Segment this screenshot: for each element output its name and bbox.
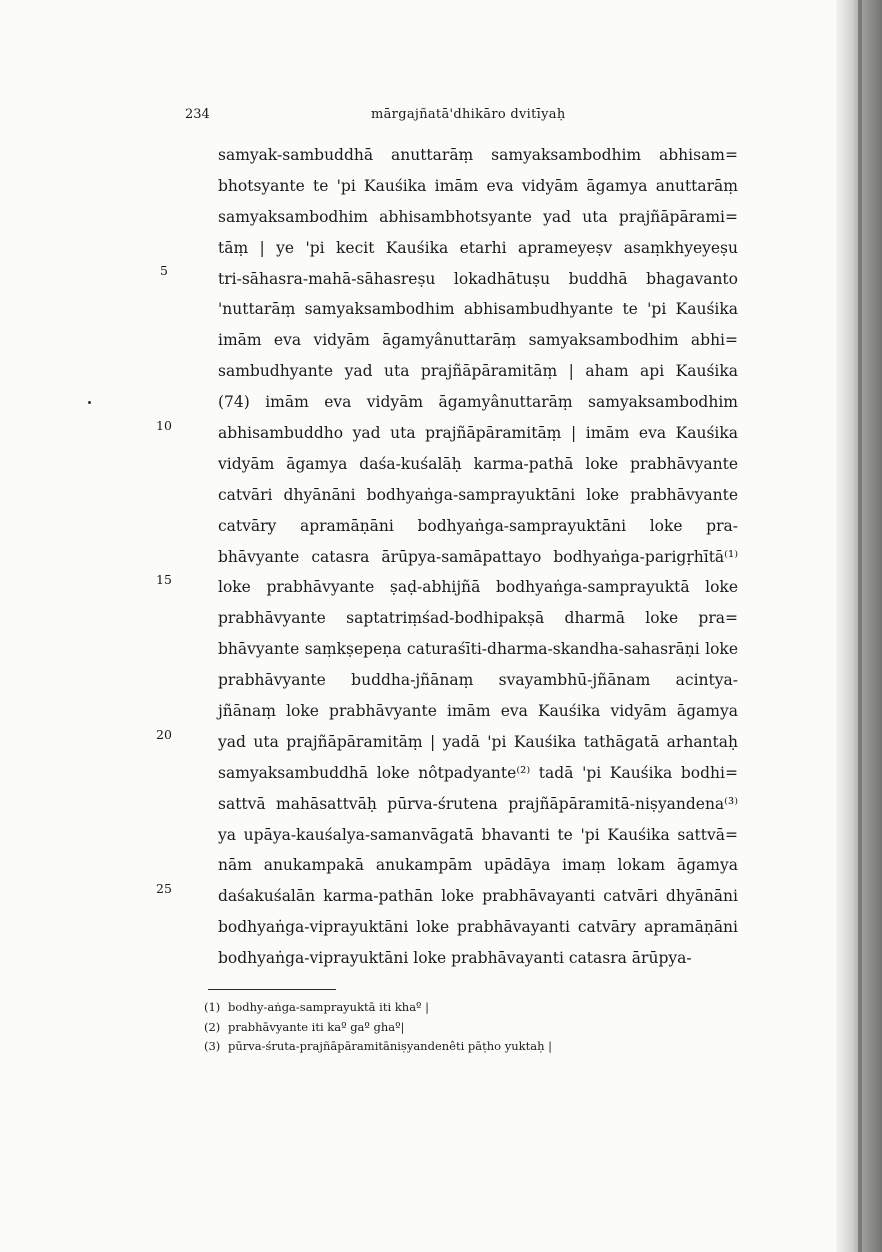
text-line: ya upāya-kauśalya-samanvāgatā bhavanti te 'pi Kauśika sattvā= xyxy=(218,825,738,844)
text-line: tri-sāhasra-mahā-sāhasreṣu lokadhātuṣu buddhā bhagavanto xyxy=(218,269,738,288)
line-number: 5 xyxy=(160,263,168,278)
text-line: abhisambuddho yad uta prajñāpāramitāṃ | imām eva Kauśika xyxy=(218,424,738,443)
text-line: bodhyaṅga-viprayuktāni loke prabhāvayanti catasra ārūpya- xyxy=(218,949,692,968)
footnote-rule xyxy=(208,989,336,990)
text-line: 'nuttarāṃ samyaksambodhim abhisambudhyante te 'pi Kauśika xyxy=(218,300,738,319)
text-line: prabhāvyante buddha-jñānaṃ svayambhū-jñānam acintya- xyxy=(218,671,738,690)
text-line: samyak-sambuddhā anuttarāṃ samyaksambodhim abhisam= xyxy=(218,146,738,164)
footnote xyxy=(204,1037,624,1057)
text-line: yad uta prajñāpāramitāṃ | yadā 'pi Kauśika tathāgatā arhantaḥ xyxy=(218,732,738,751)
footnote-text: prabhāvyante iti kaº gaº ghaº| xyxy=(228,1019,405,1034)
text-line: vidyām āgamya daśa-kuśalāḥ karma-pathā loke prabhāvyante xyxy=(218,454,738,473)
text-line: samyaksambodhim abhisambhotsyante yad uta prajñāpārami= xyxy=(218,207,738,226)
text-line: prabhāvyante saptatriṃśad-bodhipakṣā dharmā loke pra= xyxy=(218,609,738,628)
scan-speck xyxy=(88,401,91,404)
text-line: imām eva vidyām āgamyânuttarāṃ samyaksambodhim abhi= xyxy=(218,331,738,350)
text-line: (74) imām eva vidyām āgamyânuttarāṃ samyaksambodhim xyxy=(218,393,738,412)
text-line: sattvā mahāsattvāḥ pūrva-śrutena prajñāpāramitā-niṣyandena⁽³⁾ xyxy=(218,794,738,813)
running-title: mārgajñatā'dhikāro dvitīyaḥ xyxy=(371,107,566,122)
text-line: nām anukampakā anukampām upādāya imaṃ lokam āgamya xyxy=(218,856,738,875)
page-number: 234 xyxy=(185,107,210,122)
line-number: 25 xyxy=(156,881,172,896)
text-line: catvāry apramāṇāni bodhyaṅga-samprayuktāni loke pra- xyxy=(218,516,738,535)
text-line: bhāvyante catasra ārūpya-samāpattayo bodhyaṅga-parigṛhītā⁽¹⁾ xyxy=(218,547,738,566)
line-number: 10 xyxy=(156,418,172,433)
main-text xyxy=(218,140,738,974)
line-number: 15 xyxy=(156,572,172,587)
text-line: tāṃ | ye 'pi kecit Kauśika etarhi aprameyeṣv asaṃkhyeyeṣu xyxy=(218,238,738,257)
footnote-mark: (1) xyxy=(204,1000,221,1014)
scan-edge-line xyxy=(858,0,862,1252)
footnotes xyxy=(204,998,624,1057)
footnote-text: pūrva-śruta-prajñāpāramitāniṣyandenêti pāṭho yuktaḥ | xyxy=(228,1039,553,1053)
footnote xyxy=(204,1018,624,1038)
text-line: catvāri dhyānāni bodhyaṅga-samprayuktāni loke prabhāvyante xyxy=(218,485,738,504)
footnote xyxy=(204,998,624,1018)
text-line: loke prabhāvyante ṣaḍ-abhijñā bodhyaṅga-samprayuktā loke xyxy=(218,578,738,597)
text-line: jñānaṃ loke prabhāvyante imām eva Kauśika vidyām āgamya xyxy=(218,702,738,721)
line-number: 20 xyxy=(156,727,172,742)
footnote-mark: (3) xyxy=(204,1039,221,1053)
text-line: daśakuśalān karma-pathān loke prabhāvayanti catvāri dhyānāni xyxy=(218,887,738,906)
text-line: bhotsyante te 'pi Kauśika imām eva vidyām āgamya anuttarāṃ xyxy=(218,176,738,195)
footnote-mark: (2) xyxy=(204,1019,221,1034)
text-line: bodhyaṅga-viprayuktāni loke prabhāvayanti catvāry apramāṇāni xyxy=(218,918,738,937)
page-header xyxy=(185,107,705,127)
text-line: bhāvyante saṃkṣepeṇa caturaśīti-dharma-skandha-sahasrāṇi loke xyxy=(218,640,738,659)
text-line: samyaksambuddhā loke nôtpadyante⁽²⁾ tadā 'pi Kauśika bodhi= xyxy=(218,763,738,782)
footnote-text: bodhy-aṅga-samprayuktā iti khaº | xyxy=(228,1000,429,1014)
text-line: sambudhyante yad uta prajñāpāramitāṃ | aham api Kauśika xyxy=(218,362,738,381)
